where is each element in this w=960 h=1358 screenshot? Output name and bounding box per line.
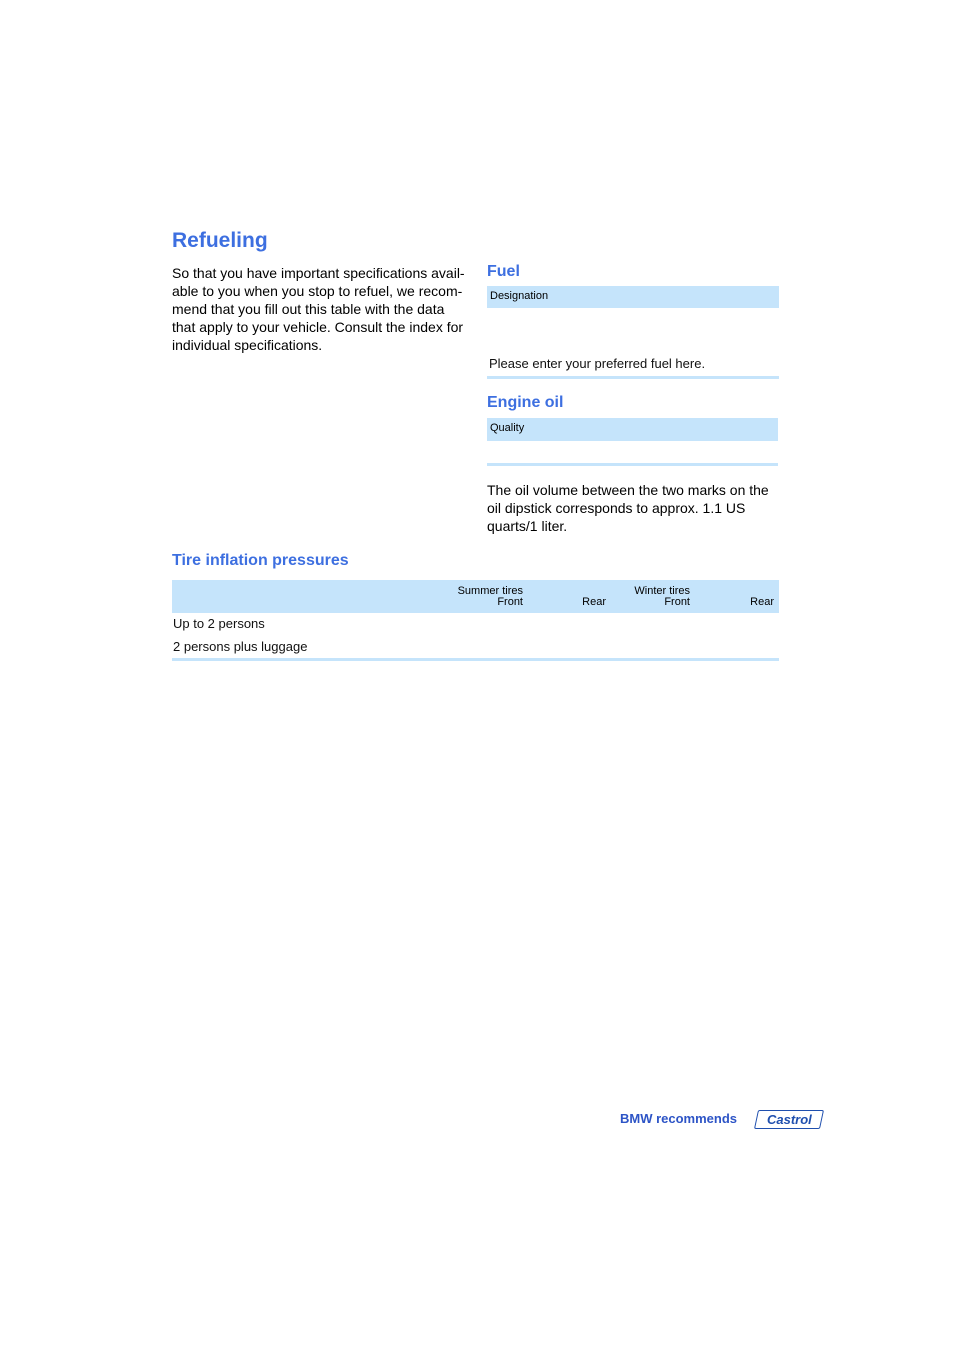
fuel-placeholder: Please enter your preferred fuel here. <box>489 356 706 371</box>
summer-rear-label: Rear <box>582 596 606 608</box>
oil-quality-header <box>487 418 778 441</box>
summer-tires-label: Summer tires <box>457 585 523 597</box>
castrol-logo <box>754 1110 824 1129</box>
row-label: 2 persons plus luggage <box>173 639 308 654</box>
fuel-entry-field[interactable] <box>487 308 779 376</box>
bmw-recommends-text: BMW recommends <box>620 1111 738 1126</box>
oil-volume-note: The oil volume between the two marks on the oil dipstick corresponds to approx. 1.1 US quarts/1 liter. <box>487 482 769 534</box>
table-row <box>172 613 779 636</box>
intro-paragraph: So that you have important specifications avail- able to you when you stop to refuel, we recom- mend that you fill out this table with the data that apply to your vehicle. Consult the index for individual specifications. <box>172 265 465 353</box>
table-row <box>172 636 779 658</box>
oil-quality-field[interactable] <box>487 441 778 463</box>
tire-table-rule <box>172 658 779 661</box>
fuel-heading: Fuel <box>487 263 520 280</box>
winter-tires-label: Winter tires <box>634 585 690 597</box>
castrol-logo-text: Castrol <box>766 1112 812 1127</box>
quality-label: Quality <box>490 422 525 434</box>
page-title: Refueling <box>172 229 268 252</box>
fuel-table-rule <box>487 376 779 379</box>
winter-rear-label: Rear <box>750 596 774 608</box>
tire-pressure-heading: Tire inflation pressures <box>172 552 349 569</box>
oil-table-rule <box>487 463 778 466</box>
summer-front-label: Front <box>497 596 523 608</box>
fuel-designation-header <box>487 286 779 308</box>
winter-front-label: Front <box>664 596 690 608</box>
row-label: Up to 2 persons <box>173 616 265 631</box>
designation-label: Designation <box>490 290 549 302</box>
engine-oil-heading: Engine oil <box>487 394 564 411</box>
tire-table-header <box>172 580 779 613</box>
